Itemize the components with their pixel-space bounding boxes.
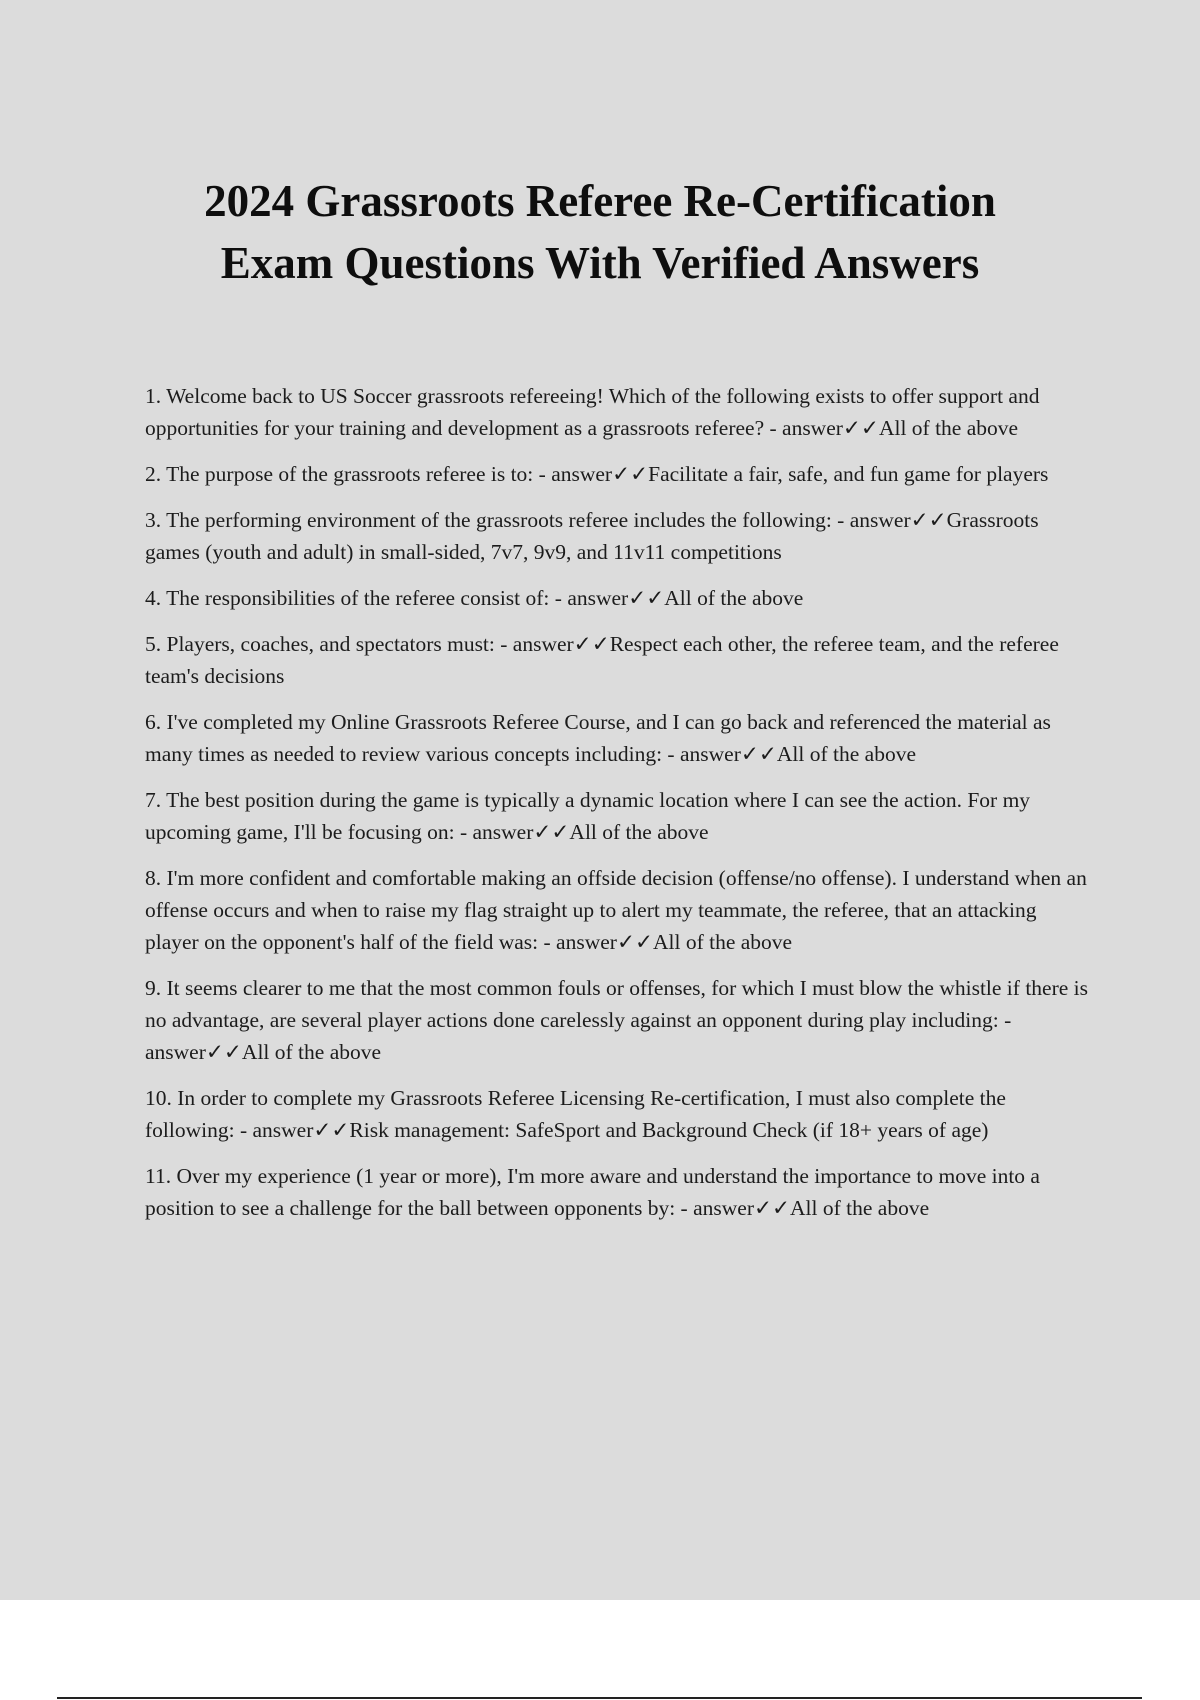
question-item: 11. Over my experience (1 year or more), I'm more aware and understand the importance to move into a position to see a challenge for the ball between opponents by: - answer✓✓All of the above bbox=[145, 1164, 1040, 1220]
question-list bbox=[145, 380, 1090, 1238]
title-line-2: Exam Questions With Verified Answers bbox=[220, 238, 980, 288]
footer-divider bbox=[57, 1697, 1142, 1699]
question-item: 7. The best position during the game is typically a dynamic location where I can see the action. For my upcoming game, I'll be focusing on: - answer✓✓All of the above bbox=[145, 788, 1031, 844]
question-item: 8. I'm more confident and comfortable making an offside decision (offense/no offense). I understand when an offense occurs and when to raise my flag straight up to alert my teammate, the referee, that an attacking player on the opponent's half of the field was: - answer✓✓All of the above bbox=[145, 866, 1087, 954]
title-line-1: 2024 Grassroots Referee Re-Certification bbox=[204, 176, 996, 226]
document-title bbox=[100, 170, 1100, 294]
question-item: 1. Welcome back to US Soccer grassroots refereeing! Which of the following exists to offer support and opportunities for your training and development as a grassroots referee? - answer✓✓All of the above bbox=[145, 384, 1040, 440]
question-item: 3. The performing environment of the grassroots referee includes the following: - answer✓✓Grassroots games (youth and adult) in small-sided, 7v7, 9v9, and 11v11 competitions bbox=[145, 508, 1039, 564]
question-item: 2. The purpose of the grassroots referee is to: - answer✓✓Facilitate a fair, safe, and fun game for players bbox=[145, 462, 1049, 486]
question-item: 10. In order to complete my Grassroots Referee Licensing Re-certification, I must also complete the following: - answer✓✓Risk management: SafeSport and Background Check (if 18+ years of age) bbox=[145, 1086, 1006, 1142]
question-item: 4. The responsibilities of the referee consist of: - answer✓✓All of the above bbox=[145, 586, 804, 610]
question-item: 5. Players, coaches, and spectators must: - answer✓✓Respect each other, the referee team, and the referee team's decisions bbox=[145, 632, 1059, 688]
question-item: 9. It seems clearer to me that the most common fouls or offenses, for which I must blow the whistle if there is no advantage, are several player actions done carelessly against an opponent during play including: - answer✓✓All of the above bbox=[145, 976, 1088, 1064]
question-item: 6. I've completed my Online Grassroots Referee Course, and I can go back and referenced the material as many times as needed to review various concepts including: - answer✓✓All of the above bbox=[145, 710, 1051, 766]
